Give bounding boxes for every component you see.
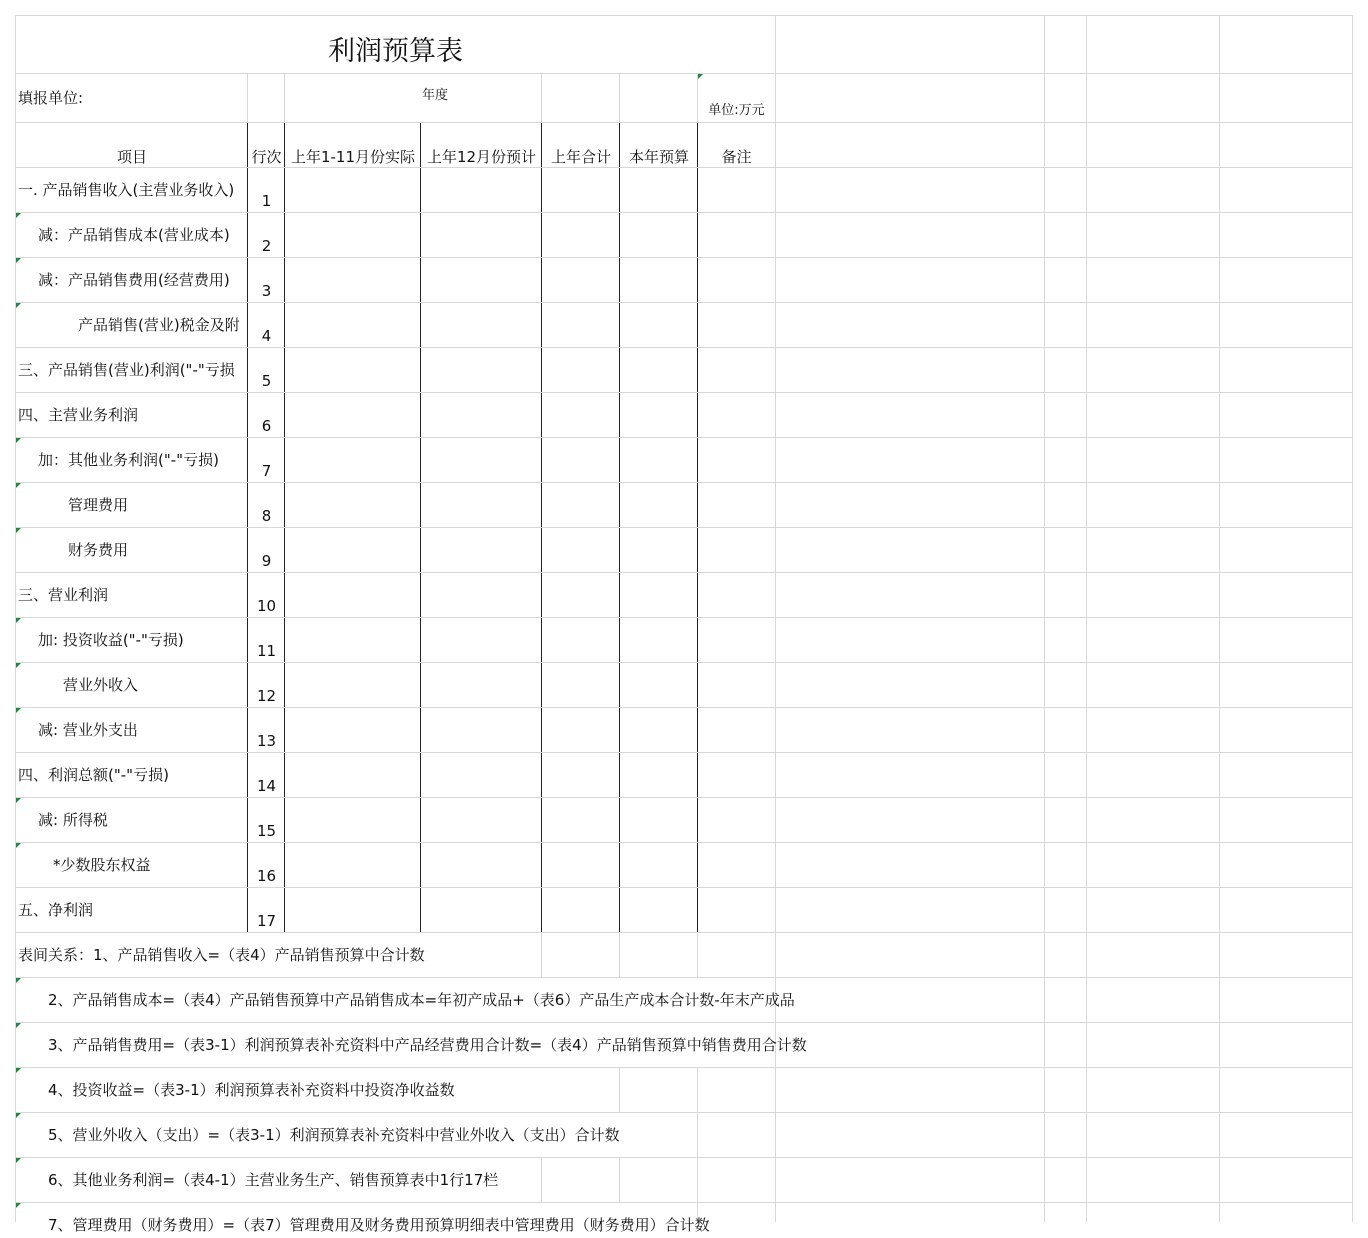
row-number: 3 — [261, 282, 272, 300]
row-number: 14 — [256, 777, 277, 795]
cell-comment-marker-icon — [16, 843, 21, 848]
cell-comment-marker-icon — [16, 978, 21, 983]
row-label: 加: 投资收益("-"亏损) — [38, 631, 184, 649]
grid-line — [541, 73, 542, 122]
row-number: 12 — [256, 687, 277, 705]
row-number: 11 — [256, 642, 277, 660]
row-number: 2 — [261, 237, 272, 255]
header-prev-dec-estimate: 上年12月份预计 — [426, 148, 537, 166]
sheet-title: 利润预算表 — [328, 36, 463, 67]
cell-comment-marker-icon — [16, 1113, 21, 1118]
header-prev-jan-nov-actual: 上年1-11月份实际 — [290, 148, 416, 166]
reporting-unit-label: 填报单位: — [18, 89, 84, 107]
row-label: *少数股东权益 — [53, 856, 151, 874]
grid-line — [284, 73, 285, 122]
row-number: 4 — [261, 327, 272, 345]
grid-line — [1219, 15, 1220, 1222]
row-label: 减：产品销售费用(经营费用) — [38, 271, 230, 289]
relation-note: 表间关系：1、产品销售收入=（表4）产品销售预算中合计数 — [18, 946, 425, 964]
grid-line — [619, 73, 620, 122]
row-number: 6 — [261, 417, 272, 435]
year-label: 年度 — [422, 88, 449, 103]
grid-line — [15, 15, 1353, 16]
row-label: 财务费用 — [68, 541, 129, 559]
row-label: 一. 产品销售收入(主营业务收入) — [18, 181, 235, 199]
row-label: 营业外收入 — [63, 676, 139, 694]
row-number: 15 — [256, 822, 277, 840]
header-item: 项目 — [116, 148, 147, 166]
cell-comment-marker-icon — [16, 483, 21, 488]
row-label: 三、营业利润 — [18, 586, 109, 604]
header-this-year-budget: 本年预算 — [628, 148, 689, 166]
row-number: 9 — [261, 552, 272, 570]
row-number: 17 — [256, 912, 277, 930]
cell-comment-marker-icon — [16, 663, 21, 668]
relation-note: 5、营业外收入（支出）=（表3-1）利润预算表补充资料中营业外收入（支出）合计数 — [48, 1126, 620, 1144]
row-number: 1 — [261, 192, 272, 210]
row-number: 10 — [256, 597, 277, 615]
row-label: 减：产品销售成本(营业成本) — [38, 226, 230, 244]
row-number: 13 — [256, 732, 277, 750]
cell-comment-marker-icon — [16, 618, 21, 623]
row-label: 管理费用 — [68, 496, 129, 514]
row-number: 8 — [261, 507, 272, 525]
grid-line — [1352, 15, 1353, 1222]
cell-comment-marker-icon — [16, 438, 21, 443]
row-label: 产品销售(营业)税金及附 — [78, 316, 240, 334]
row-number: 5 — [261, 372, 272, 390]
row-label: 加：其他业务利润("-"亏损) — [38, 451, 219, 469]
cell-comment-marker-icon — [16, 1158, 21, 1163]
cell-comment-marker-icon — [16, 1068, 21, 1073]
cell-comment-marker-icon — [698, 74, 703, 79]
cell-comment-marker-icon — [16, 708, 21, 713]
relation-note: 3、产品销售费用=（表3-1）利润预算表补充资料中产品经营费用合计数=（表4）产品销售预算中销售费用合计数 — [48, 1036, 807, 1054]
row-label: 减: 营业外支出 — [38, 721, 138, 739]
row-label: 四、利润总额("-"亏损) — [18, 766, 169, 784]
row-label: 五、净利润 — [18, 901, 94, 919]
relation-note: 7、管理费用（财务费用）=（表7）管理费用及财务费用预算明细表中管理费用（财务费用）合计数 — [48, 1216, 710, 1234]
row-label: 三、产品销售(营业)利润("-"亏损 — [18, 361, 235, 379]
header-prev-total: 上年合计 — [550, 148, 611, 166]
cell-comment-marker-icon — [16, 1023, 21, 1028]
cell-comment-marker-icon — [16, 303, 21, 308]
cell-comment-marker-icon — [16, 528, 21, 533]
relation-note: 6、其他业务利润=（表4-1）主营业务生产、销售预算表中1行17栏 — [48, 1171, 499, 1189]
grid-line — [247, 73, 248, 122]
cell-comment-marker-icon — [16, 798, 21, 803]
cell-comment-marker-icon — [16, 1203, 21, 1208]
header-remarks: 备注 — [721, 148, 752, 166]
header-row-no: 行次 — [251, 148, 282, 166]
row-number: 7 — [261, 462, 272, 480]
row-number: 16 — [256, 867, 277, 885]
grid-line — [1086, 15, 1087, 1222]
row-label: 减: 所得税 — [38, 811, 108, 829]
unit-note: 单位:万元 — [708, 103, 765, 118]
cell-comment-marker-icon — [16, 258, 21, 263]
relation-note: 2、产品销售成本=（表4）产品销售预算中产品销售成本=年初产成品+（表6）产品生产成本合计数-年末产成品 — [48, 991, 795, 1009]
relation-note: 4、投资收益=（表3-1）利润预算表补充资料中投资净收益数 — [48, 1081, 455, 1099]
cell-comment-marker-icon — [16, 213, 21, 218]
row-label: 四、主营业务利润 — [18, 406, 139, 424]
